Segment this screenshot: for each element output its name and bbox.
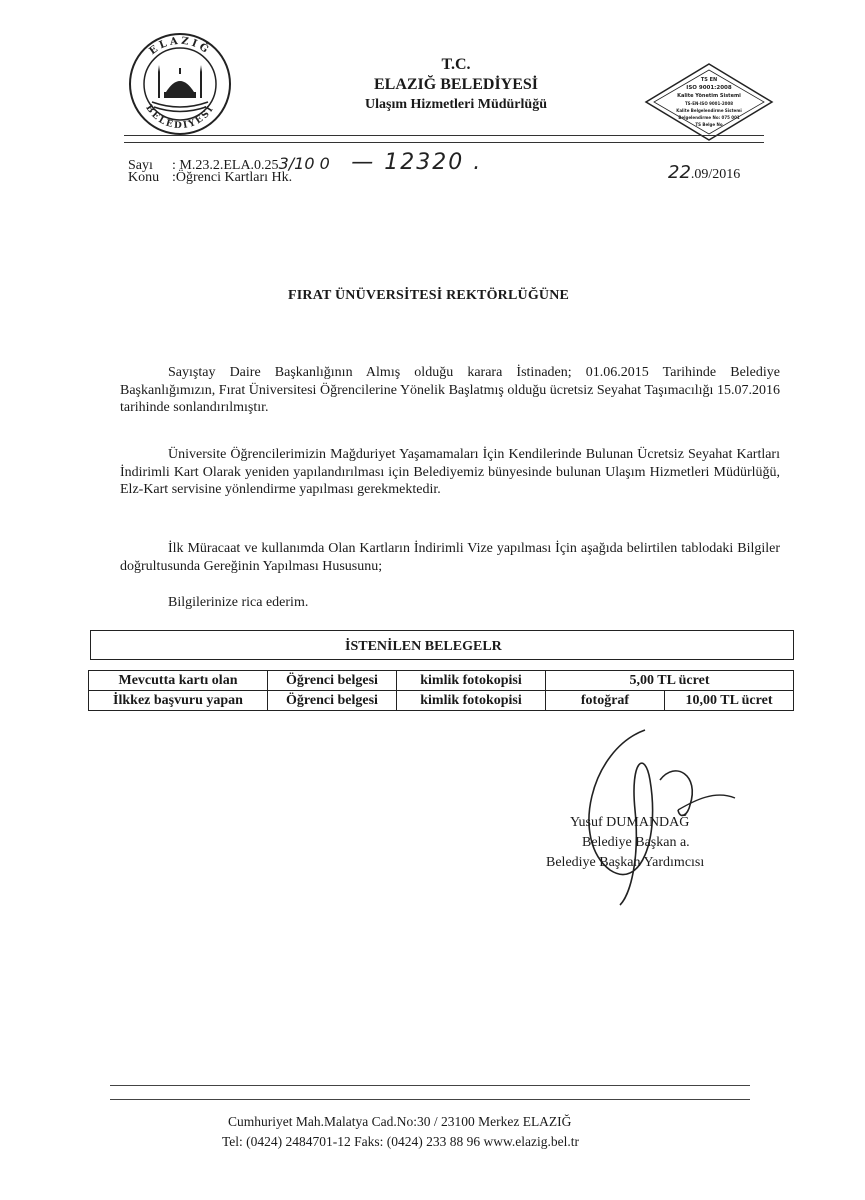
sayi-value: : M.23.2.ELA.0.25 (172, 158, 279, 173)
document-date (668, 162, 740, 183)
table-cell: 5,00 TL ücret (546, 671, 794, 691)
paragraph-1: Sayıştay Daire Başkanlığının Almış olduğu karara İstinaden; 01.06.2015 Tarihinde Belediye Başkanlığımızın, Fırat Üniversitesi Öğrencilerine Yönelik Başlatmış olduğu ücretsiz Seyahat Taşımacılığı 15.07.2016 tarihinde sonlandırılmıştır. (120, 365, 780, 415)
municipality-seal-logo (128, 32, 232, 136)
logo-text-bottom: BELEDİYESİ (143, 103, 217, 132)
paragraph-3: İlk Müracaat ve kullanımda Olan Kartların İndirimli Vize yapılması İçin aşağıda belirtilen tablodaki Bilgiler doğrultusunda Gereğinin Yapılması Hususunu; (120, 541, 780, 574)
required-documents-header (90, 630, 794, 660)
header-divider (124, 135, 764, 136)
required-documents-table (88, 670, 794, 711)
sayi-handwritten-number: — 12320 . (351, 150, 483, 175)
iso-text-line: ISO 9001:2008 (686, 85, 732, 91)
iso-certification-badge (644, 62, 774, 142)
table-title: İSTENİLEN BELEGELR (345, 639, 502, 654)
table-row (89, 671, 794, 691)
iso-text-line: TS Belge No (695, 122, 723, 127)
sayi-label: Sayı (128, 158, 153, 173)
header-tc: T.C. (441, 56, 471, 73)
sayi-handwritten: 3/10 0 (278, 154, 330, 173)
footer-contact: Tel: (0424) 2484701-12 Faks: (0424) 233 88 96 www.elazig.bel.tr (222, 1134, 579, 1149)
signatory-title-1: Belediye Başkan a. (582, 835, 690, 850)
table-row (89, 691, 794, 711)
iso-text-line: Belgelendirme No: 075 001 (678, 115, 740, 120)
table-cell: Öğrenci belgesi (268, 691, 397, 711)
konu-label: Konu (128, 170, 160, 185)
table-cell: Öğrenci belgesi (268, 671, 397, 691)
date-value: .09/2016 (690, 167, 741, 182)
date-handwritten-day: 22 (668, 162, 691, 183)
footer-divider-thin (110, 1099, 750, 1100)
table-cell: kimlik fotokopisi (397, 671, 546, 691)
iso-text-line: Kalite Belgelendirme Sistemi (676, 108, 742, 113)
footer-address: Cumhuriyet Mah.Malatya Cad.No:30 / 23100 Merkez ELAZIĞ (228, 1114, 572, 1129)
paragraph-2: Üniversite Öğrencilerimizin Mağduriyet Yaşamamaları İçin Kendilerinde Bulunan Ücretsiz Seyahat Kartları İndirimli Kart Olarak yeniden yapılandırılması için Belediyemiz bünyesinde bulunan Ulaşım Hizmetleri Müdürlüğü, Elz-Kart servisine yönlendirme yapılması gerekmektedir. (120, 447, 780, 497)
iso-text-line: TS-EN-ISO 9001-2008 (684, 101, 734, 106)
konu-line (128, 170, 292, 186)
header-divider-thin (124, 142, 764, 143)
addressee-title: FIRAT ÜNÜVERSİTESİ REKTÖRLÜĞÜNE (288, 288, 570, 303)
table-cell: fotoğraf (546, 691, 665, 711)
paragraph-4: Bilgilerinize rica ederim. (168, 595, 309, 610)
signatory-name: Yusuf DUMANDAĞ (570, 815, 690, 830)
header-organization: ELAZIĞ BELEDİYESİ (373, 76, 539, 93)
footer-divider (110, 1085, 750, 1086)
iso-text-line: Kalite Yönetim Sistemi (677, 93, 741, 99)
table-cell: Mevcutta kartı olan (89, 671, 268, 691)
table-cell: 10,00 TL ücret (665, 691, 794, 711)
signatory-title-2: Belediye Başkan Yardımcısı (546, 855, 705, 870)
konu-value: :Öğrenci Kartları Hk. (172, 170, 293, 185)
logo-text-top: ELAZIĞ (147, 35, 213, 58)
table-cell: kimlik fotokopisi (397, 691, 546, 711)
table-cell: İlkkez başvuru yapan (89, 691, 268, 711)
header-department: Ulaşım Hizmetleri Müdürlüğü (365, 97, 547, 112)
iso-text-line: TS EN (700, 77, 718, 83)
